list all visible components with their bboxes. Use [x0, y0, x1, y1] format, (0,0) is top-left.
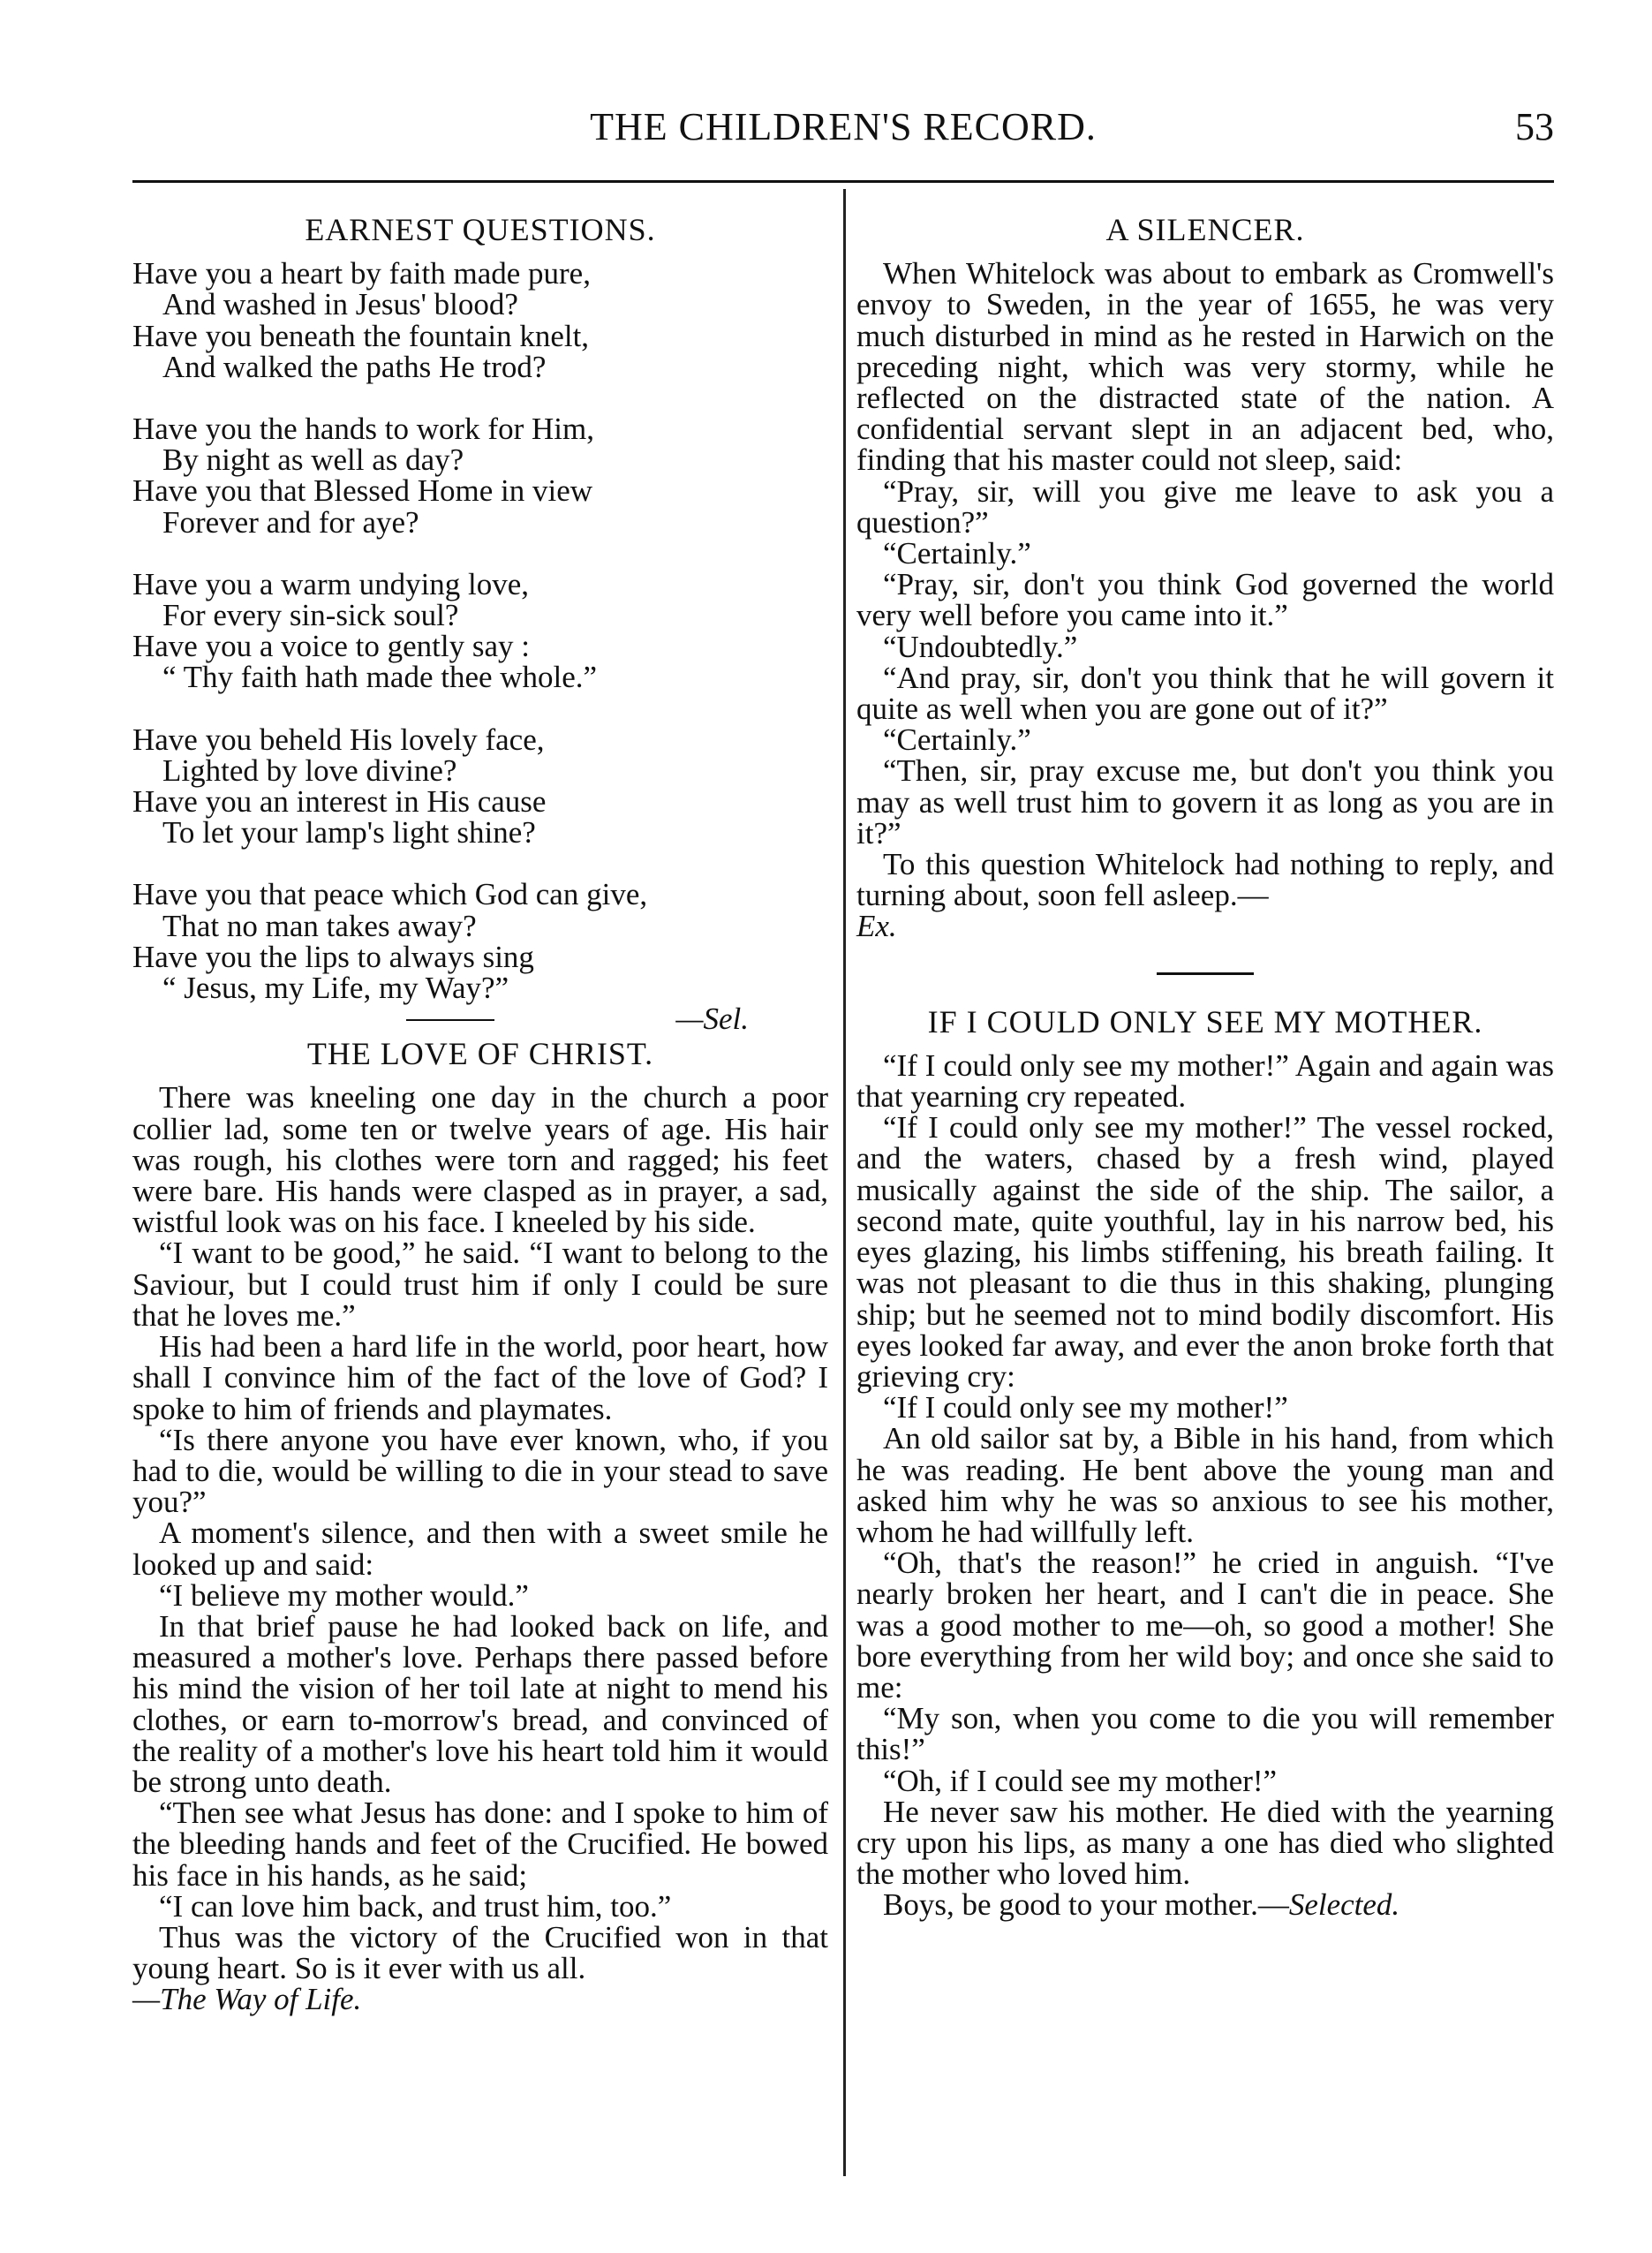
- poem-earnest-questions: [132, 212, 828, 1039]
- poem-attribution: —Sel.: [675, 1002, 749, 1037]
- paragraph: “Certainly.”: [883, 722, 1031, 758]
- poem-line: “ Thy faith hath made thee whole.”: [162, 660, 598, 695]
- article-title: THE LOVE OF CHRIST.: [306, 1036, 654, 1072]
- poem-line: Lighted by love divine?: [162, 752, 457, 788]
- poem-title: EARNEST QUESTIONS.: [305, 212, 656, 247]
- paragraph: To this question Whitelock had nothing to reply, and turning about, soon fell asleep.—: [856, 847, 1554, 913]
- article-a-silencer: [856, 212, 1554, 944]
- poem-line: Have you a voice to gently say :: [132, 629, 531, 664]
- page-header: [132, 104, 1554, 157]
- header-rule: [132, 180, 1554, 183]
- closing-line: [856, 1887, 1554, 1923]
- paragraph: He never saw his mother. He died with the yearning cry upon his lips, as many a one has died who slighted the mother who loved him.: [856, 1794, 1554, 1892]
- poem-line: Have you the hands to work for Him,: [132, 412, 594, 447]
- poem-line: Forever and for aye?: [162, 504, 419, 540]
- paragraph: “Then, sir, pray excuse me, but don't you think you may as well trust him to govern it as long as you are in it?”: [856, 753, 1554, 851]
- paragraph: A moment's silence, and then with a sweet smile he looked up and said:: [132, 1516, 828, 1582]
- poem-line: Have you that Blessed Home in view: [132, 473, 593, 509]
- closing-text: Boys, be good to your mother.—: [883, 1887, 1289, 1923]
- paragraph: “Undoubtedly.”: [883, 629, 1078, 664]
- poem-attribution-row: [132, 1003, 828, 1039]
- paragraph: “If I could only see my mother!” The vessel rocked, and the waters, chased by a fresh wind, played musically against the side of the ship. The sailor, a second mate, quite youthful, lay in his narrow bed, his eyes glazing, his limbs stiffening, his breath failing. It was not pleasant to die thus in this shaking, plunging ship; but he seemed not to mind bodily discomfort. His eyes looked far away, and ever the anon broke forth that grieving cry:: [856, 1110, 1554, 1394]
- paragraph: “If I could only see my mother!”: [883, 1390, 1288, 1425]
- page-number: 53: [1515, 105, 1554, 148]
- poem-line: To let your lamp's light shine?: [162, 815, 536, 851]
- article-title: A SILENCER.: [1105, 212, 1305, 247]
- paragraph: “I want to be good,” he said. “I want to belong to the Saviour, but I could trust him if only I could be sure that he loves me.”: [132, 1236, 828, 1333]
- poem-line: By night as well as day?: [162, 442, 464, 478]
- poem-stanza: [132, 877, 828, 1006]
- paragraph: In that brief pause he had looked back on life, and measured a mother's love. Perhaps there passed before his mind the vision of her toil late at night to mend his clothes, or earn to-morrow's bread, and convinced of the reality of a mother's love his heart told him it would be strong unto death.: [132, 1608, 828, 1799]
- paragraph: “My son, when you come to die you will remember this!”: [856, 1701, 1554, 1767]
- poem-line: Have you an interest in His cause: [132, 784, 547, 820]
- paragraph: “I believe my mother would.”: [159, 1577, 529, 1613]
- poem-stanza: [132, 724, 828, 849]
- paragraph: “If I could only see my mother!” Again and again was that yearning cry repeated.: [856, 1047, 1554, 1115]
- paragraph: “Then see what Jesus has done: and I spoke to him of the bleeding hands and feet of the Crucified. He bowed his face in his hands, as he said;: [132, 1796, 828, 1893]
- paragraph: “I can love him back, and trust him, too.”: [159, 1888, 672, 1924]
- article-love-of-christ: [132, 1036, 828, 2017]
- paragraph: “Certainly.”: [883, 536, 1031, 571]
- paragraph: His had been a hard life in the world, poor heart, how shall I convince him of the fact of the love of God? I spoke to him of friends and playmates.: [132, 1329, 828, 1426]
- poem-line: For every sin-sick soul?: [162, 598, 459, 633]
- running-title: THE CHILDREN'S RECORD.: [590, 105, 1097, 148]
- article-title: IF I COULD ONLY SEE MY MOTHER.: [927, 1003, 1483, 1040]
- article-credit: Selected.: [1288, 1887, 1400, 1923]
- poem-line: Have you beneath the fountain knelt,: [132, 318, 590, 353]
- poem-line: Have you a warm undying love,: [132, 566, 530, 601]
- column-divider: [843, 189, 846, 2176]
- paragraph: An old sailor sat by, a Bible in his hand, from which he was reading. He bent above the young man and asked him why he was so anxious to see his mother, whom he had willfully left.: [856, 1421, 1554, 1549]
- article-credit: —The Way of Life.: [132, 1982, 362, 2017]
- paragraph: “Oh, that's the reason!” he cried in anguish. “I've nearly broken her heart, and I can't die in peace. She was a good mother to me—oh, so good a mother! She bore everything from her wild boy; and once she said to me:: [856, 1546, 1554, 1705]
- paragraph: “Pray, sir, don't you think God governed the world very well before you came into it.”: [856, 567, 1554, 633]
- poem-line: That no man takes away?: [162, 908, 477, 943]
- paragraph: “Pray, sir, will you give me leave to ask you a question?”: [856, 473, 1554, 540]
- section-divider: [406, 1019, 494, 1021]
- poem-line: And walked the paths He trod?: [162, 349, 547, 384]
- article-if-i-could-only-see-my-mother: [856, 1003, 1554, 1923]
- poem-line: Have you beheld His lovely face,: [132, 722, 545, 757]
- paragraph: Thus was the victory of the Crucified won in that young heart. So is it ever with us all.: [132, 1919, 828, 1986]
- left-column: [132, 208, 828, 2015]
- paragraph: “Oh, if I could see my mother!”: [883, 1763, 1278, 1798]
- poem-line: Have you that peace which God can give,: [132, 877, 648, 912]
- poem-line: Have you a heart by faith made pure,: [132, 256, 591, 291]
- poem-line: And washed in Jesus' blood?: [162, 287, 518, 322]
- paragraph: When Whitelock was about to embark as Cromwell's envoy to Sweden, in the year of 1655, he was very much disturbed in mind as he rested in Harwich on the preceding night, which was very stormy, while he reflected on the distracted state of the nation. A confidential servant slept in an adjacent bed, who, finding that his master could not sleep, said:: [856, 256, 1554, 478]
- poem-stanza: [132, 258, 828, 382]
- article-credit: Ex.: [856, 909, 897, 944]
- poem-stanza: [132, 413, 828, 538]
- section-divider: [1157, 972, 1254, 975]
- right-column: [856, 208, 1554, 1921]
- paragraph: “And pray, sir, don't you think that he will govern it quite as well when you are gone out of it?”: [856, 660, 1554, 727]
- poem-line: “ Jesus, my Life, my Way?”: [162, 971, 509, 1006]
- paragraph: There was kneeling one day in the church a poor collier lad, some ten or twelve years of age. His hair was rough, his clothes were torn and ragged; his feet were bare. His hands were clasped as in prayer, a sad, wistful look was on his face. I kneeled by his side.: [132, 1080, 828, 1240]
- poem-line: Have you the lips to always sing: [132, 939, 534, 974]
- poem-stanza: [132, 566, 828, 695]
- paragraph: “Is there anyone you have ever known, who, if you had to die, would be willing to die in your stead to save you?”: [132, 1422, 828, 1520]
